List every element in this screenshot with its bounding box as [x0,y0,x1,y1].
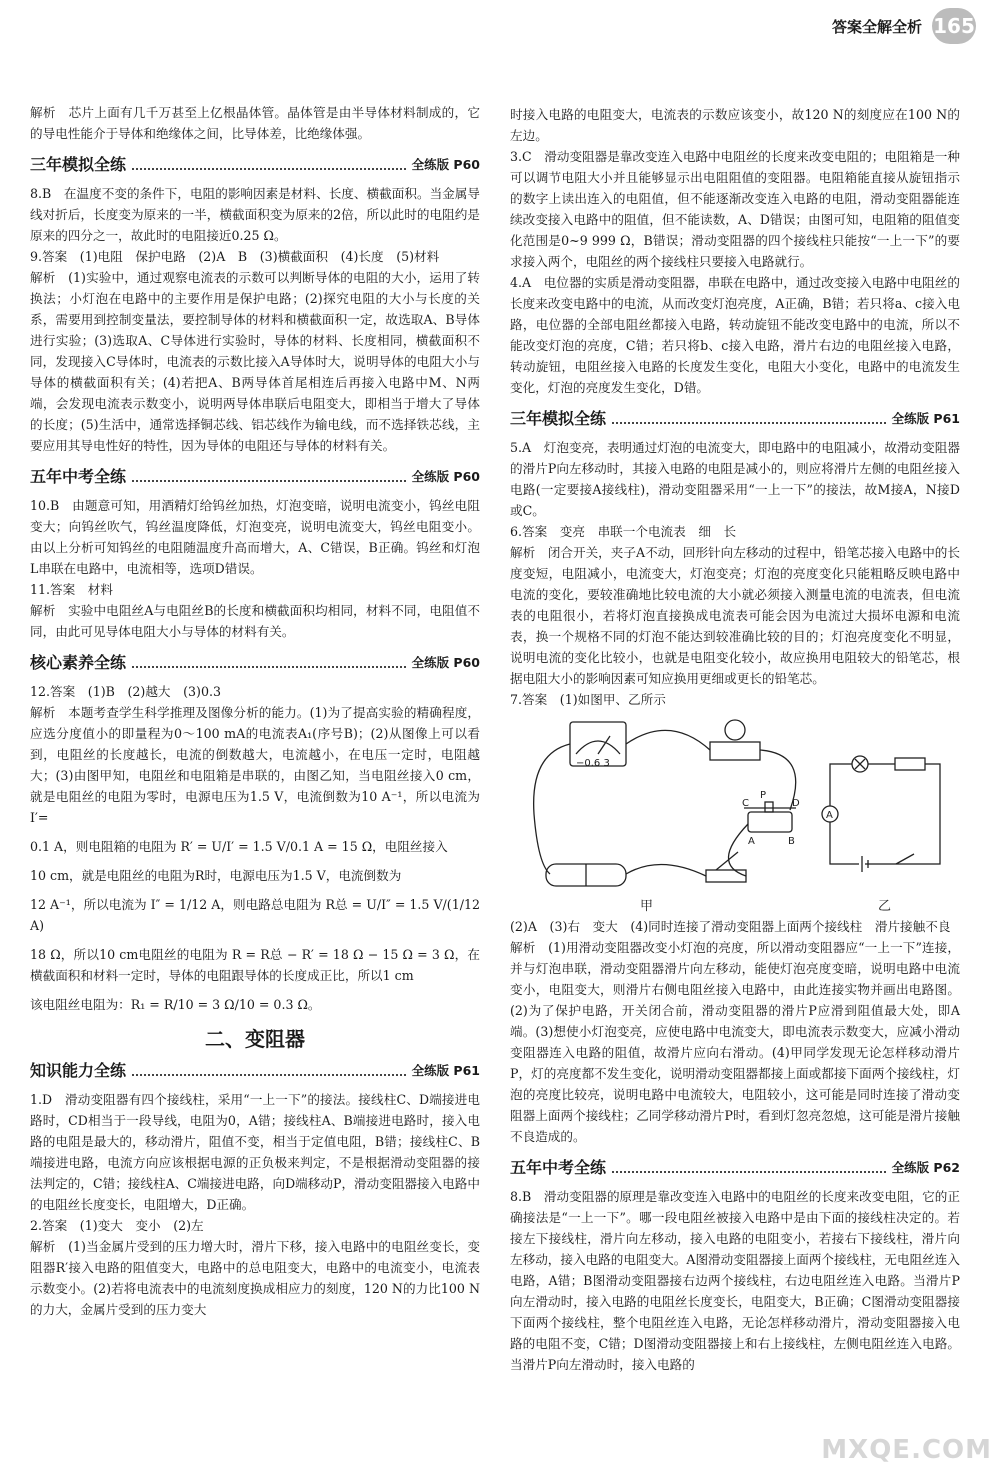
answer-7-parts: (2)A (3)右 变大 (4)同时连接了滑动变阻器上面两个接线柱 滑片接触不良 [510,919,951,934]
rheostat-slider [765,802,773,812]
switch-base [706,870,746,882]
figure-label-yi: 乙 [878,899,892,914]
analysis-9: 解析 (1)实验中，通过观察电流表的示数可以判断导体的电阻的大小，运用了转换法；小灯泡在电路中的主要作用是保护电路；(2)探究电阻的大小与长度的关系，需要用到控制变量法，要控制导体的材料和横截面积一定，故选取A、B导体进行实验；(3)选取A、C导体进行实验时，导体的材料、长度相同，横截面积不同，发现接入C导体时，电流表的示数比接入A导体时大，说明导体的电阻大小与导体的横截面积有关；(4)若把A、B两导体首尾相连后再接入电路中M、N两端，会发现电流表示数变小，说明两导体串联后电阻变大，即相当于增大了导体的长度；(5)生活中，通常选择铜芯线、铝芯线作为输电线，而不选择铁芯线，主要应用其导电性好的特性，因为导体的电阻还与导体的材料有关。 [30,270,480,453]
left-column [30,102,480,1320]
section-ref: 全练版 P61 [411,1063,480,1078]
wire [728,824,748,876]
answer-8-right: 8.B 滑动变阻器的原理是靠改变连入电路中的电阻丝的长度来改变电阻，它的正确接法是“一上一下”。哪一段电阻丝被接入电路中是由下面的接线柱决定的。若接左下接线柱，滑片向左移动，接入电路的电阻变小，若接右下接线柱，滑片向左移动，接入电路的电阻变大。A图滑动变阻器接上面两个接线柱，无电阻丝连入电路，A错；B图滑动变阻器接右边两个接线柱，右边电阻丝连入电路。当滑片P向左滑动时，接入电路的电阻丝长度变长，电阻变大，B正确；C图滑动变阻器接下面两个接线柱，整个电阻丝连入电路，无论怎样移动滑片，滑动变阻器接入电路的电阻不变，C错；D图滑动变阻器接上和右上接线柱，左侧电阻丝连入电路。当滑片P向左滑动时，接入电路的 [510,1189,960,1372]
section-ref: 全练版 P60 [411,655,480,670]
switch-lever [716,852,738,870]
wire [534,744,570,874]
section-header [510,408,960,429]
label-c: C [742,798,749,809]
section-ref: 全练版 P62 [891,1160,960,1175]
analysis-12-formula-3: 18 Ω，所以10 cm电阻丝的电阻为 R = R总 − R′ = 18 Ω − 15 Ω = 3 Ω，在横截面积和材料一定时，导体的电阻跟导体的长度成正比，所以1 cm [30,947,480,983]
label-ammeter-terminals: −0.6 3 [576,758,610,769]
dotted-divider [612,1171,886,1173]
analysis-11: 解析 实验中电阻丝A与电阻丝B的长度和横截面积均相同，材料不同，电阻值不同，由此可见导体电阻大小与导体的材料有关。 [30,603,480,639]
section-ref: 全练版 P60 [411,157,480,172]
answer-6: 6.答案 变亮 串联一个电流表 细 长 [510,524,737,539]
analysis-12: 解析 本题考查学生科学推理及图像分析的能力。(1)为了提高实验的精确程度，应选分度值小的即量程为0～100 mA的电流表A₁(序号B)；(2)从图像上可以看到，电阻丝的长度越长，电流的倒数越大，电流越小，在电压一定时，电阻越大；(3)由图甲知，电阻丝和电阻箱是串联的，由图乙知，当电阻丝接入0 cm，就是电阻丝的电阻为零时，电源电压为1.5 V，电流倒数为10 A⁻¹，所以电流为 I′= [30,705,480,825]
section-header [30,154,480,175]
analysis-12-formula-4: 该电阻丝电阻为：R₁ = R/10 = 3 Ω/10 = 0.3 Ω。 [30,997,321,1012]
header-title: 答案全解全析 [831,17,922,36]
answer-5: 5.A 灯泡变亮，表明通过灯泡的电流变大，即电路中的电阻减小，故滑动变阻器的滑片P向左移动时，其接入电路的电阻是减小的，则应将滑片左侧的电阻丝接入电路(一定要接A接线柱)，滑动变阻器采用“一上一下”的接法，故M接A，N接D或C。 [510,440,960,518]
ammeter-letter: A [826,810,833,821]
page-number: 165 [932,8,976,44]
ammeter-needle [598,736,610,754]
rheostat-coil [748,812,792,832]
answer-7: 7.答案 (1)如图甲、乙所示 [510,692,666,707]
section-ref: 全练版 P60 [411,469,480,484]
watermark: MXQE.COM [821,1435,992,1465]
chapter-title: 二、变阻器 [205,1027,305,1051]
section-title: 五年中考全练 [30,467,127,486]
section-ref: 全练版 P61 [891,411,960,426]
right-column [510,104,960,1375]
label-b: B [788,836,795,847]
figure-label-jia: 甲 [640,899,654,914]
wire [626,864,706,876]
dotted-divider [612,422,886,424]
analysis-12-formula-2: 12 A⁻¹，所以电流为 I″ = 1/12 A，则电路总电阻为 R总 = U/I″ = 1.5 V/(1/12 A) [30,897,480,933]
answer-10: 10.B 由题意可知，用酒精灯给钨丝加热，灯泡变暗，说明电流变小，钨丝电阻变大；向钨丝吹气，钨丝温度降低，灯泡变亮，说明电流变大，钨丝电阻变小。由以上分析可知钨丝的电阻随温度升高而增大，A、C错误，B正确。钨丝和灯泡L串联在电路中，电流相等，选项D错误。 [30,498,480,576]
bulb-base [710,742,760,760]
resistor-symbol [895,758,925,770]
answer-1: 1.D 滑动变阻器有四个接线柱，采用“一上一下”的接法。接线柱C、D端接进电路时，CD相当于一段导线，电阻为0，A错；接线柱A、B端接进电路时，接入电路的电阻是最大的，移动滑片，阻值不变，相当于定值电阻，B错；接线柱C、B端接进电路，电流方向应该根据电源的正负极来判定，不是根据滑动变阻器的接法判定的，C错；接线柱A、C端接进电路，向D端移动P，滑动变阻器接入电路中的电阻丝长度变长，电阻增大，D正确。 [30,1092,480,1212]
label-p: P [760,790,767,801]
schematic-loop [830,764,940,864]
physical-circuit [534,720,796,886]
dotted-divider [132,480,406,482]
answer-11: 11.答案 材料 [30,582,113,597]
section-header [30,1060,480,1081]
answer-3: 3.C 滑动变阻器是靠改变连入电路中电阻丝的长度来改变电阻的；电阻箱是一种可以调节电阻大小并且能够显示出电阻阻值的变阻器。电阻箱能直接从旋钮指示的数字上读出连入的电阻值，但不能逐渐改变连入电路的电阻，滑动变阻器能连续改变接入电路中的阻值，但不能读数，A、D错误；由图可知，电阻箱的阻值变化范围是0~9 999 Ω，B错误；滑动变阻器的四个接线柱只能按“一上一下”的要求接入两个，电阻丝的两个接线柱只要接入电路就行。 [510,149,960,269]
label-d: D [792,798,800,809]
analysis-12-formula-1: 0.1 A，则电阻箱的电阻为 R′ = U/I′ = 1.5 V/0.1 A = 15 Ω，电阻丝接入 [30,839,448,854]
analysis-7: 解析 (1)用滑动变阻器改变小灯泡的亮度，所以滑动变阻器应“一上一下”连接，并与灯泡串联，滑动变阻器滑片向左移动，能使灯泡亮度变暗，说明电路中电流变小，电阻变大，则滑片右侧电阻丝接入电路中，由此连接实物并画出电路图。(2)为了保护电路，开关闭合前，滑动变阻器的滑片P应滑到阻值最大处，即A端。(3)想使小灯泡变亮，应使电路中电流变大，即电流表示数变大，应减小滑动变阻器连入电路的阻值，故滑片应向右滑动。(4)甲同学发现无论怎样移动滑片P，灯的亮度都不发生变化，说明滑动变阻器都接上面或都接下面两个接线柱，灯泡的亮度比较亮，说明电路中电流较大，电阻较小，这可能是同时连接了滑动变阻器上面两个接线柱；乙同学移动滑片P时，看到灯忽亮忽熄，这可能是滑片接触不良造成的。 [510,940,960,1144]
section-header [30,466,480,487]
wire [760,750,796,810]
bulb-glass [725,720,745,740]
wire [626,730,710,750]
schematic-diagram [822,756,940,872]
analysis-6: 解析 闭合开关，夹子A不动，回形针向左移动的过程中，铅笔芯接入电路中的长度变短，电阻减小，电流变大，灯泡变亮；灯泡的亮度变化只能粗略反映电路中电流的变化，要较准确地比较电流的大小就必须接入测量电流的电流表，但电流表的电阻很小，若将灯泡直接换成电流表可能会因为电流过大损坏电源和电流表，换一个规格不同的灯泡不能达到较准确比较的目的；灯泡亮度变化不明显，说明电流的变化比较小，也就是电阻变化较小，故应换用电阻较大的铅笔芯，根据电阻大小的影响因素可知应换用更细或更长的铅笔芯。 [510,545,960,686]
page-header [832,8,976,44]
ammeter-scale [576,741,620,754]
circuit-figure-svg [510,714,960,914]
analysis-2-continued: 时接入电路的电阻变大，电流表的示数应该变小，故120 N的刻度应在100 N的左边。 [510,107,960,143]
section-title: 五年中考全练 [510,1158,607,1177]
answer-8: 8.B 在温度不变的条件下，电阻的影响因素是材料、长度、横截面积。当金属导线对折后，长度变为原来的一半，横截面积变为原来的2倍，所以此时的电阻约是原来的四分之一，故此时的电阻接近0.25 Ω。 [30,186,480,243]
section-title: 核心素养全练 [30,653,127,672]
switch-symbol [896,854,914,864]
section-title: 三年模拟全练 [30,155,127,174]
answer-9: 9.答案 (1)电阻 保护电路 (2)A B (3)横截面积 (4)长度 (5)材料 [30,249,440,264]
intro-paragraph: 解析 芯片上面有几千万甚至上亿根晶体管。晶体管是由半导体材料制成的，它的导电性能介于导体和绝缘体之间，比导体差，比绝缘体强。 [30,105,480,141]
circuit-figures [510,714,960,914]
dotted-divider [132,168,406,170]
analysis-2: 解析 (1)当金属片受到的压力增大时，滑片下移，接入电路中的电阻丝变长，变阻器R′接入电路的阻值变大，电路中的总电阻变大，电路中的电流变小，电流表示数变小。(2)若将电流表中的电流刻度换成相应力的刻度，120 N的力比100 N的力大，金属片受到的压力变大 [30,1239,480,1317]
section-header [510,1157,960,1178]
dotted-divider [132,666,406,668]
answer-2: 2.答案 (1)变大 变小 (2)左 [30,1218,204,1233]
section-title: 知识能力全练 [30,1061,127,1080]
analysis-12-line: 10 cm，就是电阻丝的电阻为R时，电源电压为1.5 V，电流倒数为 [30,868,402,883]
dotted-divider [132,1074,406,1076]
answer-12: 12.答案 (1)B (2)越大 (3)0.3 [30,684,221,699]
label-a: A [748,836,755,847]
section-header [30,652,480,673]
answer-4: 4.A 电位器的实质是滑动变阻器，串联在电路中，通过改变接入电路中电阻丝的长度来改变电路中的电流，从而改变灯泡亮度，A正确，B错；若只将a、c接入电路，电位器的全部电阻丝都接入电路，转动旋钮不能改变电路中的电流，所以不能改变灯泡的亮度，C错；若只将b、c接入电路，滑片右边的电阻丝接入电路，转动旋钮，电阻丝接入电路的长度发生变化，电阻大小变化，电路中的电流发生变化，灯泡的亮度发生变化，D错。 [510,275,960,395]
section-title: 三年模拟全练 [510,409,607,428]
